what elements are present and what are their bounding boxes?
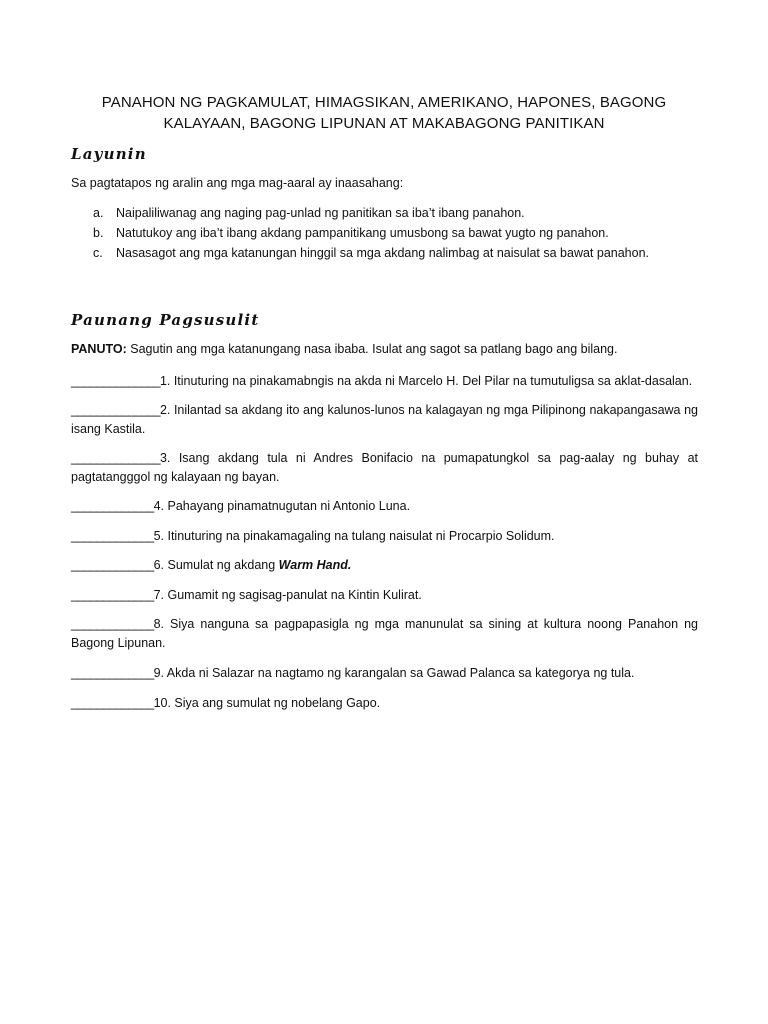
question-text: 6. Sumulat ng akdang [153,558,279,572]
objective-text: Naipaliliwanag ang naging pag-unlad ng panitikan sa iba’t ibang panahon. [116,206,525,220]
answer-blank[interactable]: _____________ [71,529,154,543]
panuto-instructions [71,342,617,356]
question-text: 7. Gumamit ng sagisag-panulat na Kintin Kulirat. [153,588,422,602]
question-item [71,694,698,713]
question-item [71,664,698,683]
question-item [71,449,698,487]
answer-blank[interactable]: ______________ [71,374,160,388]
objective-letter: a. [93,206,104,220]
question-text: 2. Inilantad sa akdang ito ang kalunos-lunos na kalagayan ng mga Pilipinong nakapangasawa ng isang Kastila. [71,403,698,436]
question-item [71,586,698,605]
question-item [71,615,698,653]
question-emphasis: Warm Hand. [278,558,352,572]
layunin-intro: Sa pagtatapos ng aralin ang mga mag-aaral ay inaasahang: [71,176,404,190]
question-text: 8. Siya nanguna sa pagpapasigla ng mga manunulat sa sining at kultura noong Panahon ng Bagong Lipunan. [71,617,698,650]
title-line-2: KALAYAAN, BAGONG LIPUNAN AT MAKABAGONG PANITIKAN [163,115,605,132]
answer-blank[interactable]: _____________ [71,588,154,602]
answer-blank[interactable]: ______________ [71,451,160,465]
objective-item [71,246,711,260]
question-text: 4. Pahayang pinamatnugutan ni Antonio Luna. [153,499,411,513]
question-item [71,372,698,391]
objective-letter: b. [93,226,104,240]
objective-text: Nasasagot ang mga katanungan hinggil sa mga akdang nalimbag at naisulat sa bawat panahon. [116,246,650,260]
panuto-text: Sagutin ang mga katanungang nasa ibaba. Isulat ang sagot sa patlang bago ang bilang. [126,342,618,356]
question-item [71,497,698,516]
answer-blank[interactable]: _____________ [71,499,154,513]
question-text: 5. Itinuturing na pinakamagaling na tulang naisulat ni Procarpio Solidum. [153,529,555,543]
objective-item [71,226,711,240]
answer-blank[interactable]: _____________ [71,558,154,572]
page-title [60,92,708,134]
answer-blank[interactable]: _____________ [71,666,154,680]
objective-letter: c. [93,246,103,260]
answer-blank[interactable]: _____________ [71,696,154,710]
layunin-heading: Layunin [71,145,147,163]
question-item [71,527,698,546]
title-line-1: PANAHON NG PAGKAMULAT, HIMAGSIKAN, AMERIKANO, HAPONES, BAGONG [101,94,667,111]
panuto-label: PANUTO: [71,342,127,356]
question-text: 9. Akda ni Salazar na nagtamo ng karangalan sa Gawad Palanca sa kategorya ng tula. [153,666,635,680]
answer-blank[interactable]: ______________ [71,403,160,417]
question-text: 1. Itinuturing na pinakamabngis na akda ni Marcelo H. Del Pilar na tumutuligsa sa aklat-dasalan. [159,374,693,388]
objective-text: Natutukoy ang iba’t ibang akdang pampanitikang umusbong sa bawat yugto ng panahon. [116,226,609,240]
pagsusulit-heading: Paunang Pagsusulit [71,311,260,329]
question-text: 3. Isang akdang tula ni Andres Bonifacio na pumapatungkol sa pag-aalay ng buhay at pagtatangggol ng kalayaan ng bayan. [71,451,698,484]
objective-item [71,206,711,220]
question-item [71,401,698,439]
answer-blank[interactable]: _____________ [71,617,154,631]
question-item [71,556,698,575]
question-text: 10. Siya ang sumulat ng nobelang Gapo. [153,696,381,710]
